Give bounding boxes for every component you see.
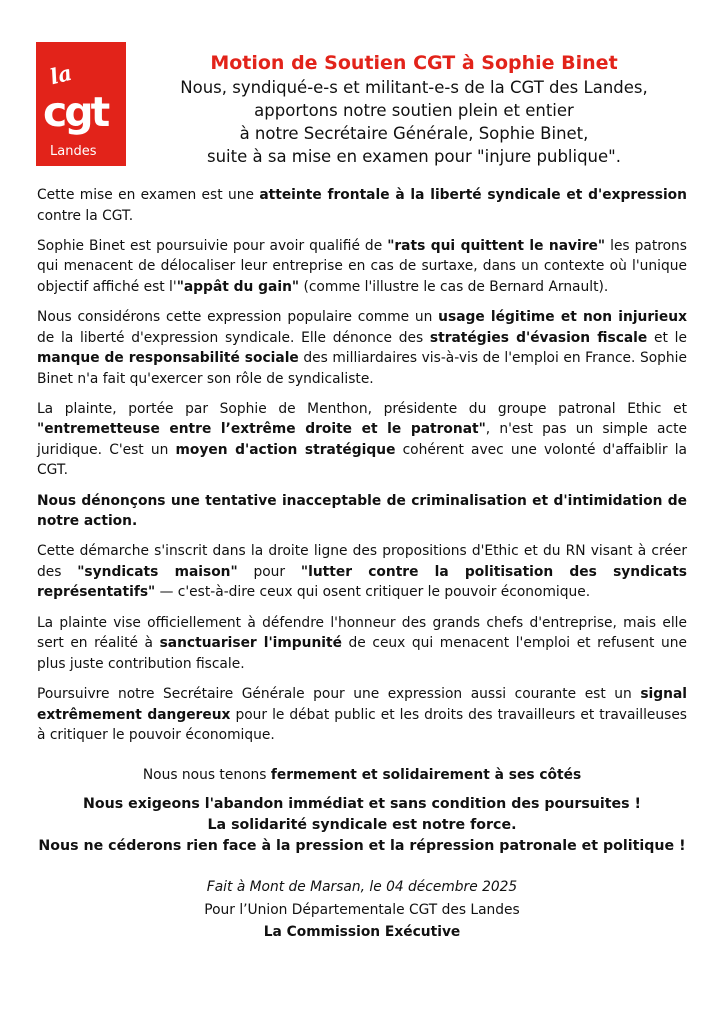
cgt-landes-logo	[36, 42, 126, 166]
text-run: La plainte, portée par Sophie de Menthon, présidente du groupe patronal Ethic et	[37, 400, 687, 417]
header-line: suite à sa mise en examen pour "injure publique".	[206, 147, 621, 166]
closing-statements	[37, 765, 687, 857]
demand-line: Nous ne céderons rien face à la pression et la répression patronale et politique !	[38, 838, 686, 854]
support-prefix: Nous nous tenons	[142, 767, 271, 783]
text-run: pour	[237, 563, 301, 580]
emphasized-text: sanctuariser l'impunité	[159, 635, 342, 652]
emphasized-text: moyen d'action stratégique	[175, 441, 396, 458]
paragraph	[37, 399, 687, 481]
document-header	[130, 50, 698, 168]
text-run: Sophie Binet est poursuivie pour avoir qualifié de	[37, 237, 388, 254]
demand-line: Nous exigeons l'abandon immédiat et sans condition des poursuites !	[82, 796, 642, 812]
text-run: et le	[647, 329, 687, 346]
text-run: pour le débat public et les droits des travailleurs et travailleuses à critiquer le pouvoir économique.	[37, 706, 687, 744]
paragraph	[37, 613, 687, 675]
text-run: Cette démarche s'inscrit dans la droite ligne des propositions d'Ethic et du RN visant à créer des	[37, 543, 687, 580]
signatory-commission: La Commission Exécutive	[263, 924, 461, 940]
text-run: Cette mise en examen est une	[37, 187, 260, 203]
text-run: des milliardaires vis-à-vis de l'emploi en France. Sophie Binet n'a fait qu'exercer son rôle de syndicaliste.	[37, 350, 687, 387]
header-line: apportons notre soutien plein et entier	[254, 101, 574, 120]
emphasized-text: stratégies d'évasion fiscale	[429, 329, 648, 346]
signature-block	[37, 876, 687, 944]
paragraph	[37, 236, 687, 298]
page-title: Motion de Soutien CGT à Sophie Binet	[210, 52, 618, 74]
emphasized-text: "rats qui quittent le navire"	[387, 237, 606, 254]
text-run: les patrons qui menacent de délocaliser leur entreprise en cas de surtaxe, dans un contexte où l'unique objectif affiché est l'	[37, 237, 687, 295]
demand-line: La solidarité syndicale est notre force.	[207, 817, 517, 833]
text-run: — c'est-à-dire ceux qui osent critiquer le pouvoir économique.	[155, 584, 591, 601]
emphasized-text: Nous dénonçons une tentative inacceptable de criminalisation et d'intimidation de notre action.	[37, 492, 687, 530]
text-run: (comme l'illustre le cas de Bernard Arnault).	[299, 278, 609, 295]
paragraph	[37, 307, 687, 389]
signatory-organization: Pour l’Union Départementale CGT des Landes	[204, 901, 520, 918]
text-run: , n'est pas un simple acte juridique. C'est un	[37, 421, 687, 458]
emphasized-text: "lutter contre la politisation des syndicats représentatifs"	[37, 563, 687, 601]
support-statement	[37, 765, 687, 786]
paragraph	[37, 185, 687, 226]
text-run: cohérent avec une volonté d'affaiblir la CGT.	[37, 441, 687, 479]
header-line: Nous, syndiqué-e-s et militant-e-s de la CGT des Landes,	[180, 78, 648, 97]
emphasized-text: "appât du gain"	[176, 278, 300, 295]
logo-department: Landes	[50, 144, 97, 159]
emphasized-text: "entremetteuse entre l’extrême droite et le patronat"	[37, 421, 486, 438]
place-date: Fait à Mont de Marsan, le 04 décembre 2025	[206, 879, 518, 895]
paragraph	[37, 684, 687, 746]
motion-body	[37, 185, 687, 755]
paragraph	[37, 491, 687, 532]
logo-cgt-text: cgt	[43, 88, 108, 136]
emphasized-text: atteinte frontale à la liberté syndicale et d'expression	[259, 187, 687, 203]
emphasized-text: signal extrêmement dangereux	[37, 686, 687, 723]
paragraph	[37, 541, 687, 603]
text-run: de ceux qui menacent l'emploi et refusent une plus juste contribution fiscale.	[37, 635, 687, 672]
text-run: contre la CGT.	[37, 207, 134, 224]
emphasized-text: manque de responsabilité sociale	[37, 350, 299, 367]
emphasized-text: "syndicats maison"	[77, 563, 238, 580]
text-run: de la liberté d'expression syndicale. Elle dénonce des	[37, 329, 430, 346]
text-run: Poursuivre notre Secrétaire Générale pour une expression aussi courante est un	[37, 686, 641, 703]
emphasized-text: usage légitime et non injurieux	[438, 309, 687, 326]
support-bold: fermement et solidairement à ses côtés	[270, 767, 582, 783]
logo-la-text: la	[47, 59, 75, 90]
header-line: à notre Secrétaire Générale, Sophie Binet,	[239, 124, 589, 143]
text-run: Nous considérons cette expression populaire comme un	[37, 309, 439, 326]
text-run: La plainte vise officiellement à défendre l'honneur des grands chefs d'entreprise, mais elle sert en réalité à	[37, 614, 687, 652]
